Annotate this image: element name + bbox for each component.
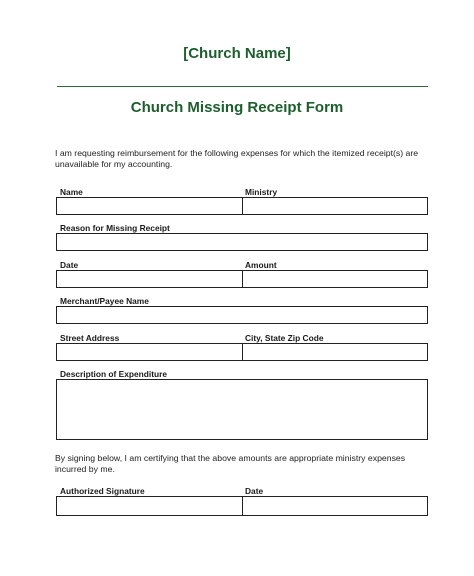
header-rule bbox=[57, 86, 428, 87]
merchant-label: Merchant/Payee Name bbox=[60, 296, 149, 306]
signature-date-field[interactable] bbox=[243, 497, 427, 515]
signature-label: Authorized Signature bbox=[60, 486, 145, 496]
date-label: Date bbox=[60, 260, 79, 270]
signature-date-label: Date bbox=[245, 486, 264, 496]
description-label: Description of Expenditure bbox=[60, 369, 168, 379]
ministry-field[interactable] bbox=[243, 198, 427, 214]
signature-field[interactable] bbox=[57, 497, 242, 515]
name-field[interactable] bbox=[57, 198, 242, 214]
name-label: Name bbox=[60, 187, 83, 197]
certify-paragraph: By signing below, I am certifying that the above amounts are appropriate ministry expenses incurred by me. bbox=[55, 453, 406, 474]
reason-field-box bbox=[56, 233, 428, 251]
reason-label: Reason for Missing Receipt bbox=[60, 223, 170, 233]
address-row bbox=[56, 343, 428, 361]
description-field[interactable] bbox=[57, 380, 427, 439]
city-state-zip-label: City, State Zip Code bbox=[245, 333, 324, 343]
form-title: Church Missing Receipt Form bbox=[130, 99, 344, 116]
city-state-zip-field[interactable] bbox=[243, 344, 427, 360]
amount-label: Amount bbox=[245, 260, 277, 270]
church-name-heading: [Church Name] bbox=[183, 45, 291, 62]
street-label: Street Address bbox=[60, 333, 120, 343]
amount-field[interactable] bbox=[243, 271, 427, 287]
merchant-field-box bbox=[56, 306, 428, 324]
ministry-label: Ministry bbox=[245, 187, 278, 197]
merchant-field[interactable] bbox=[57, 309, 427, 325]
intro-paragraph: I am requesting reimbursement for the following expenses for which the itemized receipt(s) are unavailable for my accounting. bbox=[55, 148, 419, 169]
signature-row bbox=[56, 496, 428, 516]
reason-field[interactable] bbox=[57, 236, 427, 252]
description-field-box bbox=[56, 379, 428, 440]
street-field[interactable] bbox=[57, 344, 242, 360]
date-amount-row bbox=[56, 270, 428, 288]
date-field[interactable] bbox=[57, 271, 242, 287]
name-ministry-row bbox=[56, 197, 428, 215]
